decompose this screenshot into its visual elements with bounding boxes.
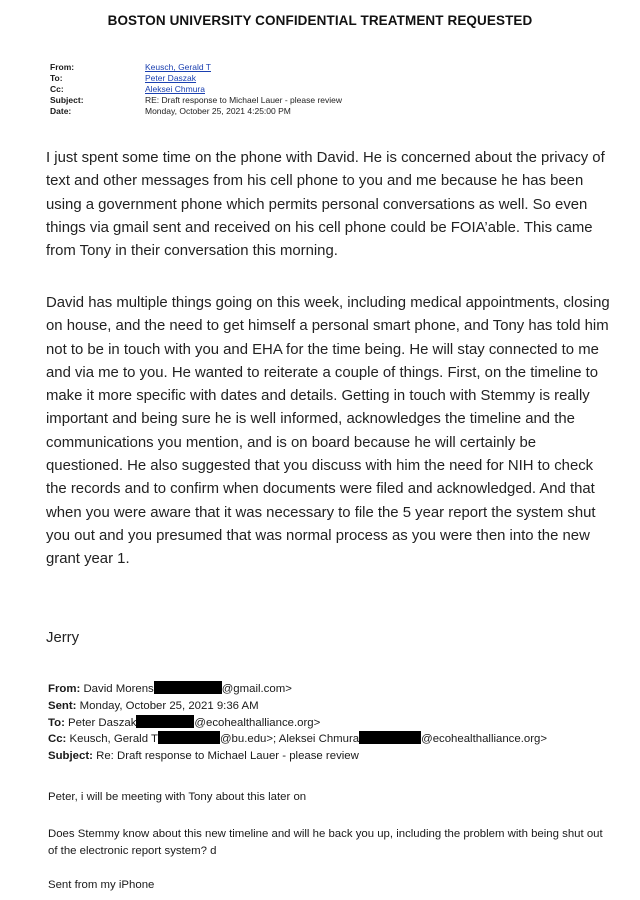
fwd-subject-label: Subject: [48, 750, 93, 763]
fwd-cc-domain-2: @ecohealthalliance.org> [421, 733, 547, 746]
fwd-subject-value: Re: Draft response to Michael Lauer - please review [96, 750, 359, 763]
date-value: Monday, October 25, 2021 4:25:00 PM [145, 106, 291, 116]
fwd-message-line-1: Peter, i will be meeting with Tony about this later on [48, 791, 307, 803]
fwd-cc-domain-1: @bu.edu>; Aleksei Chmura [219, 733, 360, 746]
date-label: Date: [50, 106, 72, 116]
cc-link[interactable]: Aleksei Chmura [145, 84, 205, 94]
fwd-to-label: To: [48, 716, 65, 729]
fwd-cc-row [48, 731, 547, 748]
fwd-to-row [48, 715, 547, 732]
fwd-from-domain: @gmail.com> [221, 683, 292, 695]
redaction-bar [136, 715, 194, 728]
fwd-cc-name-1: Keusch, Gerald T [69, 733, 158, 746]
fwd-sent-label: Sent: [48, 699, 77, 712]
fwd-sent-row [48, 698, 547, 715]
header-to-row [50, 73, 342, 84]
fwd-subject-row [48, 748, 547, 765]
fwd-to-name: Peter Daszak [68, 716, 137, 729]
redaction-bar [158, 731, 220, 744]
reply-paragraph-1: I just spent some time on the phone with David. He is concerned about the privacy of text and other messages from his cell phone to you and me because he has been using a government phone which permits personal conversations as well. So even things via gmail sent and received on his cell phone could be FOIA’able. This came from Tony in their conversation this morning. [46, 150, 605, 260]
fwd-from-name: David Morens [83, 683, 154, 695]
header-cc-row [50, 84, 342, 95]
fwd-cc-label: Cc: [48, 733, 67, 746]
fwd-from-row [48, 681, 547, 698]
reply-signature: Jerry [46, 630, 80, 646]
redaction-bar [359, 731, 421, 744]
subject-value: RE: Draft response to Michael Lauer - please review [145, 95, 343, 105]
fwd-to-domain: @ecohealthalliance.org> [194, 716, 321, 729]
cc-label: Cc: [50, 84, 64, 94]
redaction-bar [154, 681, 222, 694]
from-label: From: [50, 62, 75, 72]
to-label: To: [50, 73, 63, 83]
from-link[interactable]: Keusch, Gerald T [145, 62, 211, 72]
forwarded-header [48, 681, 547, 765]
fwd-from-label: From: [48, 683, 81, 695]
header-date-row [50, 106, 342, 117]
subject-label: Subject: [50, 95, 84, 105]
header-subject-row [50, 95, 342, 106]
fwd-message-line-3: Sent from my iPhone [48, 879, 155, 891]
fwd-sent-value: Monday, October 25, 2021 9:36 AM [79, 699, 259, 712]
confidential-banner: BOSTON UNIVERSITY CONFIDENTIAL TREATMENT REQUESTED [107, 13, 533, 28]
email-header [50, 62, 342, 117]
fwd-message-line-2: Does Stemmy know about this new timeline and will he back you up, including the problem with being shut out of the electronic report system? d [48, 828, 603, 857]
header-from-row [50, 62, 342, 73]
to-link[interactable]: Peter Daszak [145, 73, 197, 83]
reply-paragraph-2: David has multiple things going on this week, including medical appointments, closing on house, and the need to get himself a personal smart phone, and Tony has told him not to be in touch with you and EHA for the time being. He will stay connected to me and via me to you. He wanted to reiterate a couple of things. First, on the timeline to make it more specific with dates and details. Getting in touch with Stemmy is really important and being sure he is well informed, acknowledges the timeline and the communications you mention, and is on board because he will certainly be questioned. He also suggested that you discuss with him the need for NIH to check the records and to confirm when documents were filed and acknowledged. And that when you were aware that it was necessary to file the 5 year report the system shut you out and you presumed that was normal process as you were then into the new grant year 1. [46, 295, 610, 568]
